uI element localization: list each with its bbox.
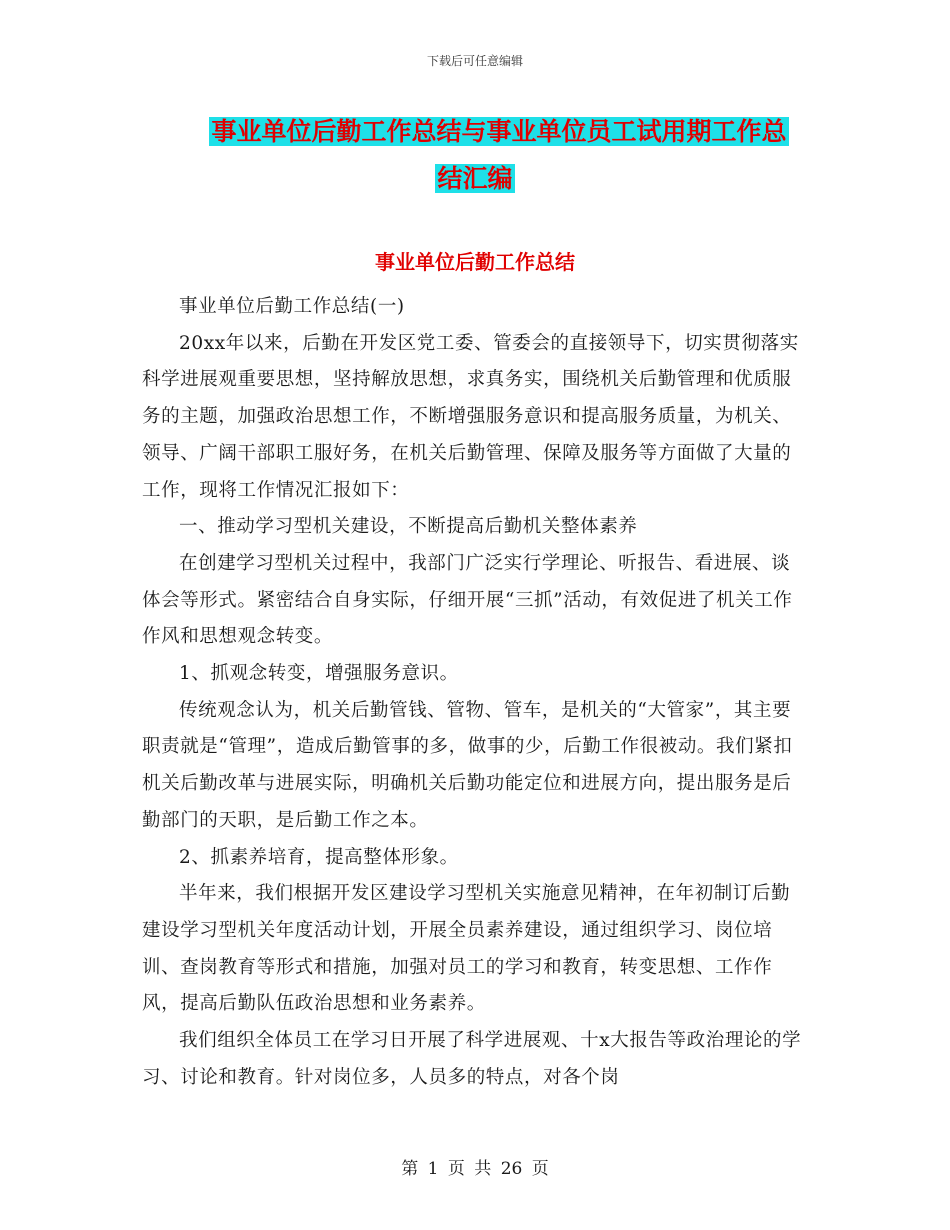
- document-title: [0, 108, 950, 202]
- paragraph: 传统观念认为，机关后勤管钱、管物、管车，是机关的“大管家”，其主要职责就是“管理”，造成后勤管事的多，做事的少，后勤工作很被动。我们紧扣机关后勤改革与进展实际，明确机关后勤功能定位和进展方向，提出服务是后勤部门的天职，是后勤工作之本。: [142, 699, 793, 831]
- title-line-1: 事业单位后勤工作总结与事业单位员工试用期工作总: [211, 117, 787, 146]
- document-body: [142, 289, 802, 1096]
- paragraph: 我们组织全体员工在学习日开展了科学进展观、十x大报告等政治理论的学习、讨论和教育。针对岗位多，人员多的特点，对各个岗: [142, 1030, 802, 1088]
- paragraph: 1、抓观念转变，增强服务意识。: [179, 663, 459, 685]
- page-footer: 第 1 页 共 26 页: [401, 1159, 549, 1179]
- paragraph: 事业单位后勤工作总结(一): [179, 296, 405, 317]
- paragraph: 半年来，我们根据开发区建设学习型机关实施意见精神，在年初制订后勤建设学习型机关年度活动计划，开展全员素养建设，通过组织学习、岗位培训、查岗教育等形式和措施，加强对员工的学习和教育，转变思想、工作作风，提高后勤队伍政治思想和业务素养。: [142, 883, 791, 1015]
- title-line-2: 结汇编: [437, 164, 513, 193]
- paragraph: 一、推动学习型机关建设，不断提高后勤机关整体素养: [179, 516, 638, 538]
- section-title: 事业单位后勤工作总结: [375, 250, 575, 274]
- paragraph: 2、抓素养培育，提高整体形象。: [179, 846, 459, 868]
- paragraph: 20xx年以来，后勤在开发区党工委、管委会的直接领导下，切实贯彻落实科学进展观重要思想，坚持解放思想，求真务实，围绕机关后勤管理和优质服务的主题，加强政治思想工作，不断增强服务意识和提高服务质量，为机关、领导、广阔干部职工服好务，在机关后勤管理、保障及服务等方面做了大量的工作，现将工作情况汇报如下：: [142, 332, 799, 501]
- header-note: 下载后可任意编辑: [426, 54, 523, 68]
- paragraph: 在创建学习型机关过程中，我部门广泛实行学理论、听报告、看进展、谈体会等形式。紧密结合自身实际，仔细开展“三抓”活动，有效促进了机关工作作风和思想观念转变。: [142, 552, 793, 648]
